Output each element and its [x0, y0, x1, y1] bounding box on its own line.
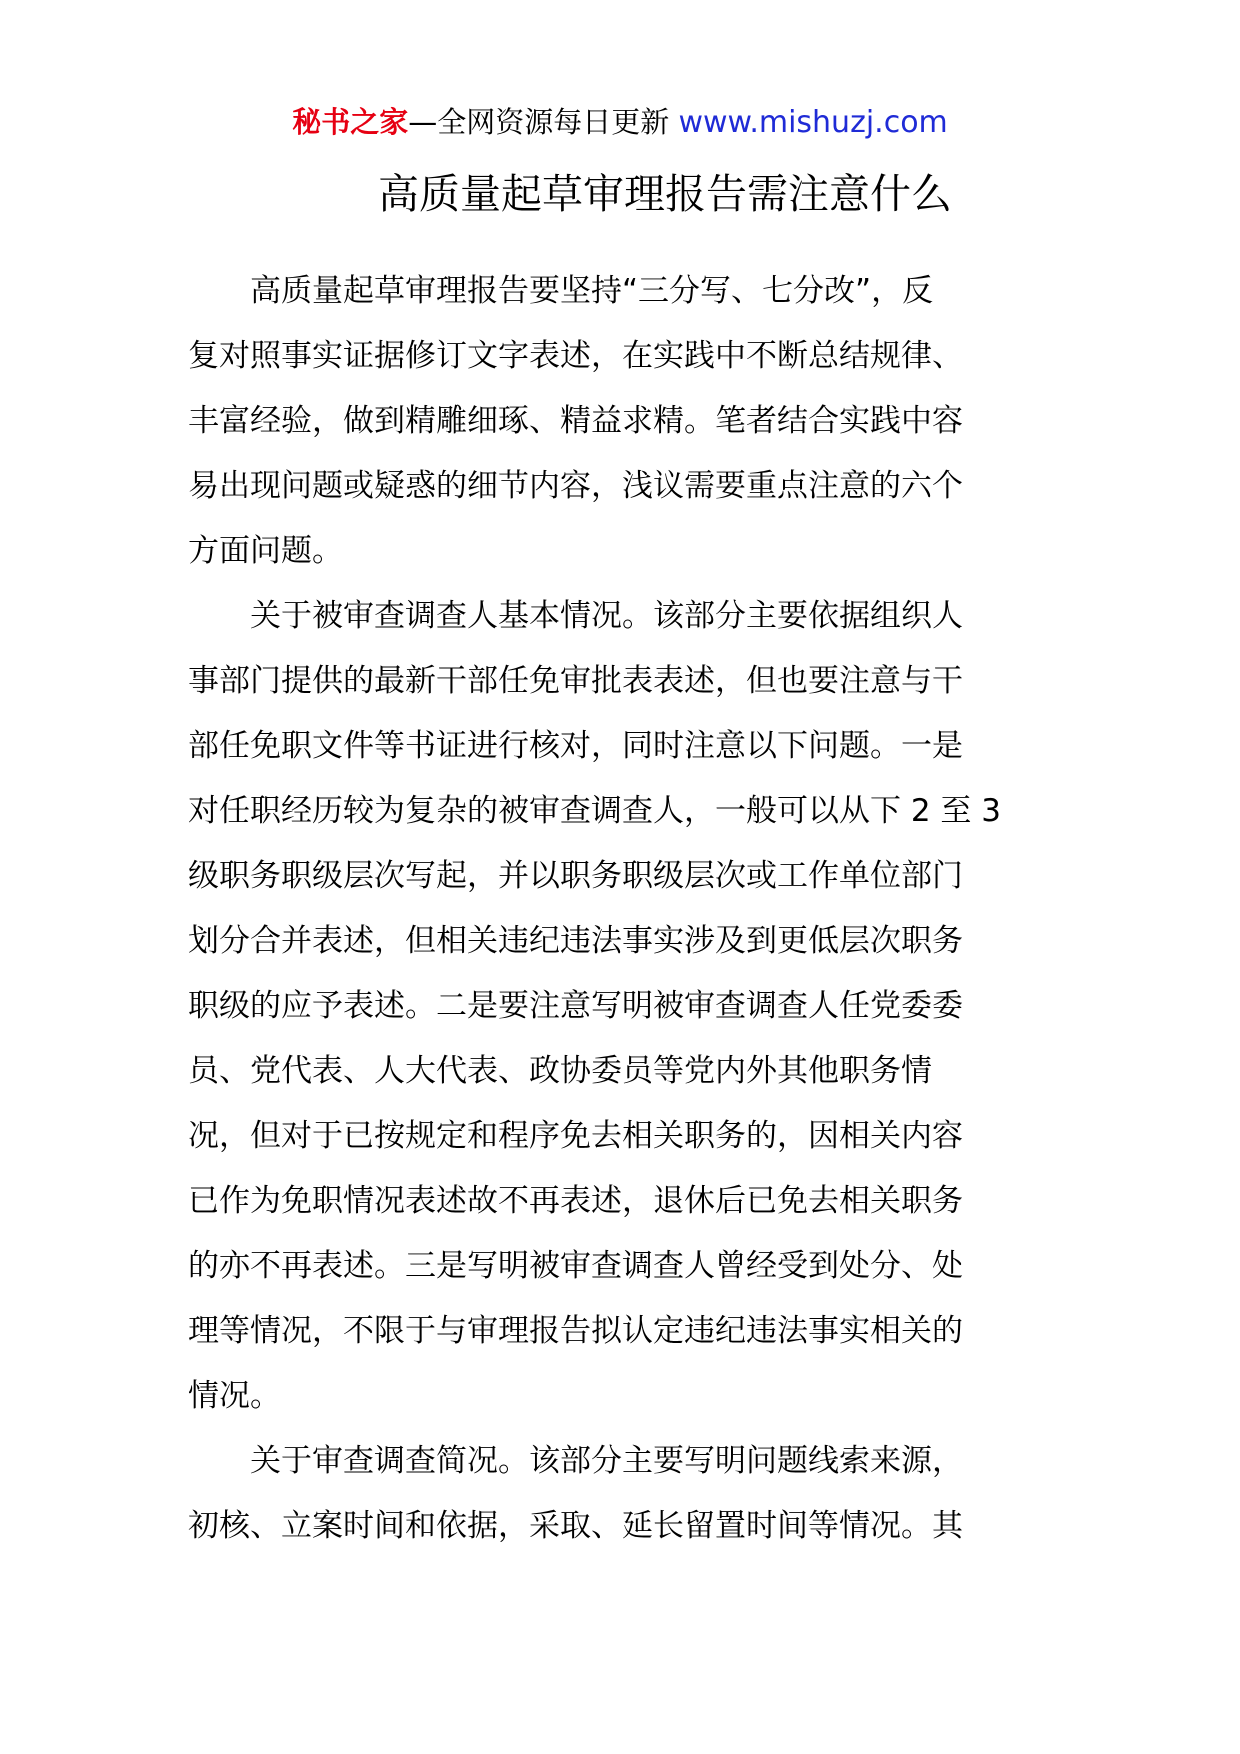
site-brand: 秘书之家	[292, 105, 409, 139]
text-line: 易出现问题或疑惑的细节内容，浅议需要重点注意的六个	[188, 468, 963, 504]
paragraph-intro	[188, 259, 1058, 584]
text-line: 划分合并表述，但相关违纪违法事实涉及到更低层次职务	[188, 923, 963, 959]
text-line: 初核、立案时间和依据，采取、延长留置时间等情况。其	[188, 1508, 963, 1544]
text-line: 对任职经历较为复杂的被审查调查人，一般可以从下 2 至 3	[188, 793, 1002, 829]
document-title: 高质量起草审理报告需注意什么	[378, 170, 952, 218]
text-line: 部任免职文件等书证进行核对，同时注意以下问题。一是	[188, 728, 963, 764]
text-line: 已作为免职情况表述故不再表述，退休后已免去相关职务	[188, 1183, 963, 1219]
text-line: 关于审查调查简况。该部分主要写明问题线索来源，	[188, 1443, 963, 1479]
text-line: 情况。	[188, 1378, 281, 1414]
paragraph-investigation	[188, 1429, 1058, 1559]
text-line: 理等情况，不限于与审理报告拟认定违纪违法事实相关的	[188, 1313, 963, 1349]
text-line: 的亦不再表述。三是写明被审查调查人曾经受到处分、处	[188, 1248, 963, 1284]
text-line: 复对照事实证据修订文字表述，在实践中不断总结规律、	[188, 338, 963, 374]
text-line: 方面问题。	[188, 533, 343, 569]
document-body	[188, 259, 1058, 1559]
text-line: 职级的应予表述。二是要注意写明被审查调查人任党委委	[188, 988, 963, 1024]
text-line: 关于被审查调查人基本情况。该部分主要依据组织人	[188, 598, 963, 634]
site-header	[0, 100, 1240, 145]
text-line: 丰富经验，做到精雕细琢、精益求精。笔者结合实践中容	[188, 403, 963, 439]
site-url: www.mishuzj.com	[678, 105, 948, 140]
text-line: 高质量起草审理报告要坚持“三分写、七分改”，反	[188, 273, 934, 309]
text-line: 级职务职级层次写起，并以职务职级层次或工作单位部门	[188, 858, 963, 894]
text-line: 事部门提供的最新干部任免审批表表述，但也要注意与干	[188, 663, 963, 699]
text-line: 员、党代表、人大代表、政协委员等党内外其他职务情	[188, 1053, 932, 1089]
paragraph-basic-info	[188, 584, 1058, 1429]
site-slogan: —全网资源每日更新	[408, 105, 679, 139]
text-line: 况，但对于已按规定和程序免去相关职务的，因相关内容	[188, 1118, 963, 1154]
